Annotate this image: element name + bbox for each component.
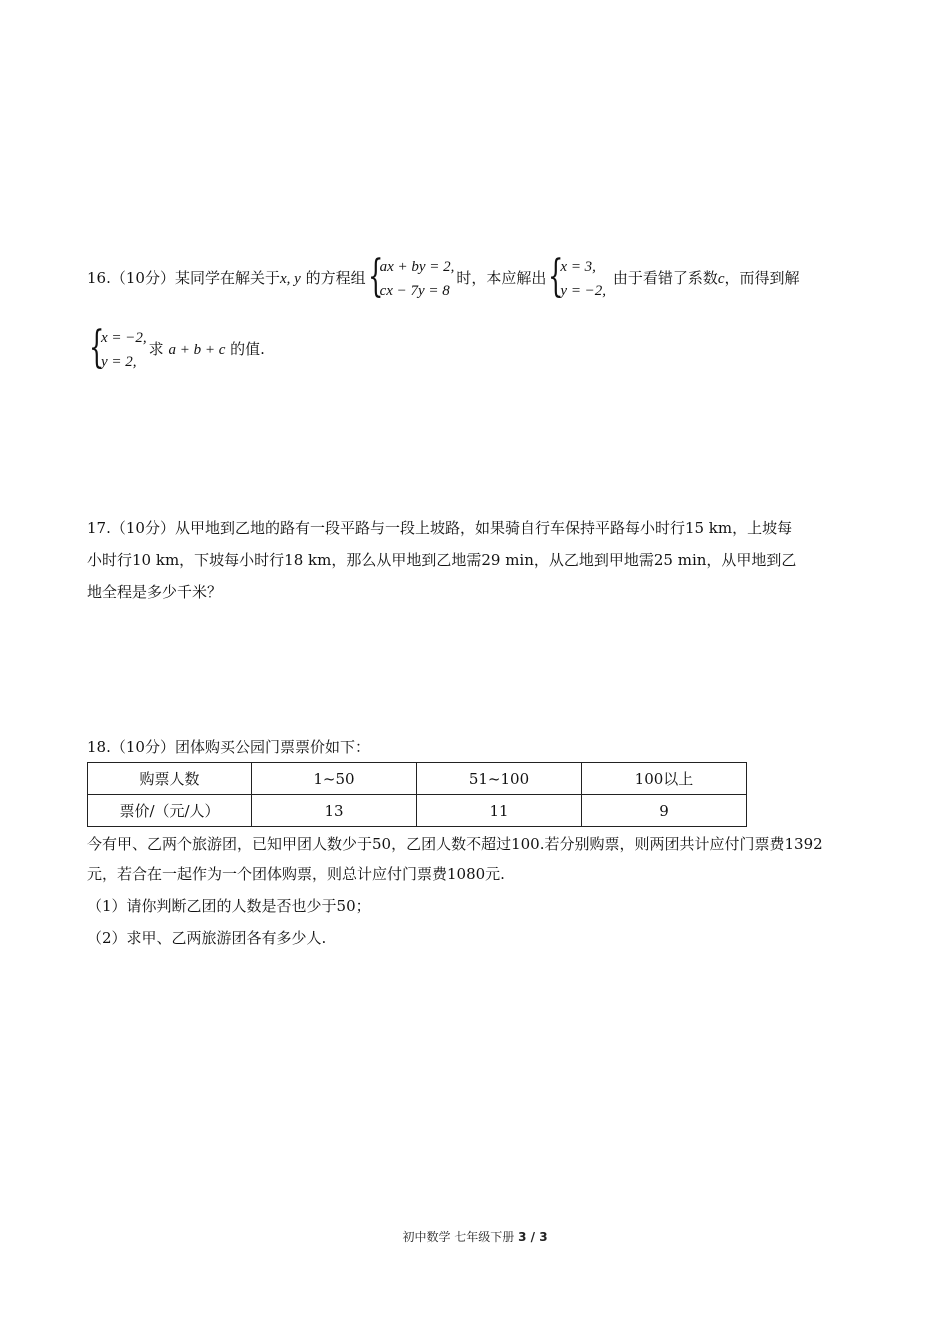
table-cell: 11 bbox=[417, 795, 582, 827]
q16-wrong-solution: { x = −2, y = 2, bbox=[89, 322, 147, 373]
question-18-sub2: （2）求甲、乙两旅游团各有多少人. bbox=[87, 929, 327, 947]
table-cell: 13 bbox=[252, 795, 417, 827]
ticket-price-table bbox=[87, 762, 747, 827]
question-18-sub1: （1）请你判断乙团的人数是否也少于50； bbox=[87, 897, 371, 915]
q16-sol1: x = 3, bbox=[560, 259, 596, 275]
question-18-title: 18.（10分）团体购买公园门票票价如下： bbox=[87, 738, 370, 756]
table-cell: 9 bbox=[582, 795, 747, 827]
table-cell: 票价/（元/人） bbox=[88, 795, 252, 827]
table-row bbox=[88, 763, 747, 795]
footer-subject: 初中数学 七年级下册 bbox=[402, 1230, 515, 1244]
question-18-line1: 今有甲、乙两个旅游团，已知甲团人数少于50，乙团人数不超过100.若分别购票，则两团共计应付门票费1392 bbox=[87, 835, 823, 853]
q16-eq1: ax + by = 2, bbox=[379, 259, 455, 275]
q16-ask-expr: a + b + c bbox=[168, 342, 226, 358]
page-footer bbox=[0, 1228, 950, 1245]
q16-tail: ，而得到解 bbox=[724, 269, 800, 287]
table-cell: 1~50 bbox=[252, 763, 417, 795]
question-18-line2: 元，若合在一起作为一个团体购票，则总计应付门票费1080元. bbox=[87, 865, 505, 883]
q16-ask-suffix: 的值. bbox=[230, 340, 265, 358]
question-17-line3: 地全程是多少千米？ bbox=[87, 583, 223, 601]
question-16-line1 bbox=[87, 251, 800, 303]
footer-page-number: 3 / 3 bbox=[518, 1230, 548, 1244]
q16-mid3: 由于看错了系数 bbox=[612, 269, 718, 287]
table-cell: 51~100 bbox=[417, 763, 582, 795]
q16-coef: c bbox=[717, 271, 725, 287]
q16-wsol1: x = −2, bbox=[101, 330, 147, 346]
q16-prefix: 16.（10分）某同学在解关于 bbox=[87, 269, 280, 287]
q16-wsol2: y = 2, bbox=[101, 354, 137, 370]
q16-equation-system: { ax + by = 2, cx − 7y = 8 bbox=[367, 251, 455, 302]
table-row bbox=[88, 795, 747, 827]
q16-sol2: y = −2, bbox=[560, 283, 607, 299]
q16-correct-solution: { x = 3, y = −2, bbox=[548, 251, 607, 302]
table-cell: 100以上 bbox=[582, 763, 747, 795]
q16-mid1: 的方程组 bbox=[305, 269, 366, 287]
question-17-line2: 小时行10 km，下坡每小时行18 km，那么从甲地到乙地需29 min，从乙地到甲地需25 min，从甲地到乙 bbox=[87, 551, 797, 569]
q16-mid2: 时，本应解出 bbox=[456, 269, 547, 287]
q16-vars: x, y bbox=[279, 271, 301, 287]
question-17-line1: 17.（10分）从甲地到乙地的路有一段平路与一段上坡路，如果骑自行车保持平路每小时行15 km，上坡每 bbox=[87, 519, 793, 537]
q16-ask-prefix: 求 bbox=[148, 340, 164, 358]
question-16-line2 bbox=[87, 322, 265, 374]
q16-eq2: cx − 7y = 8 bbox=[379, 283, 450, 299]
table-cell: 购票人数 bbox=[88, 763, 252, 795]
